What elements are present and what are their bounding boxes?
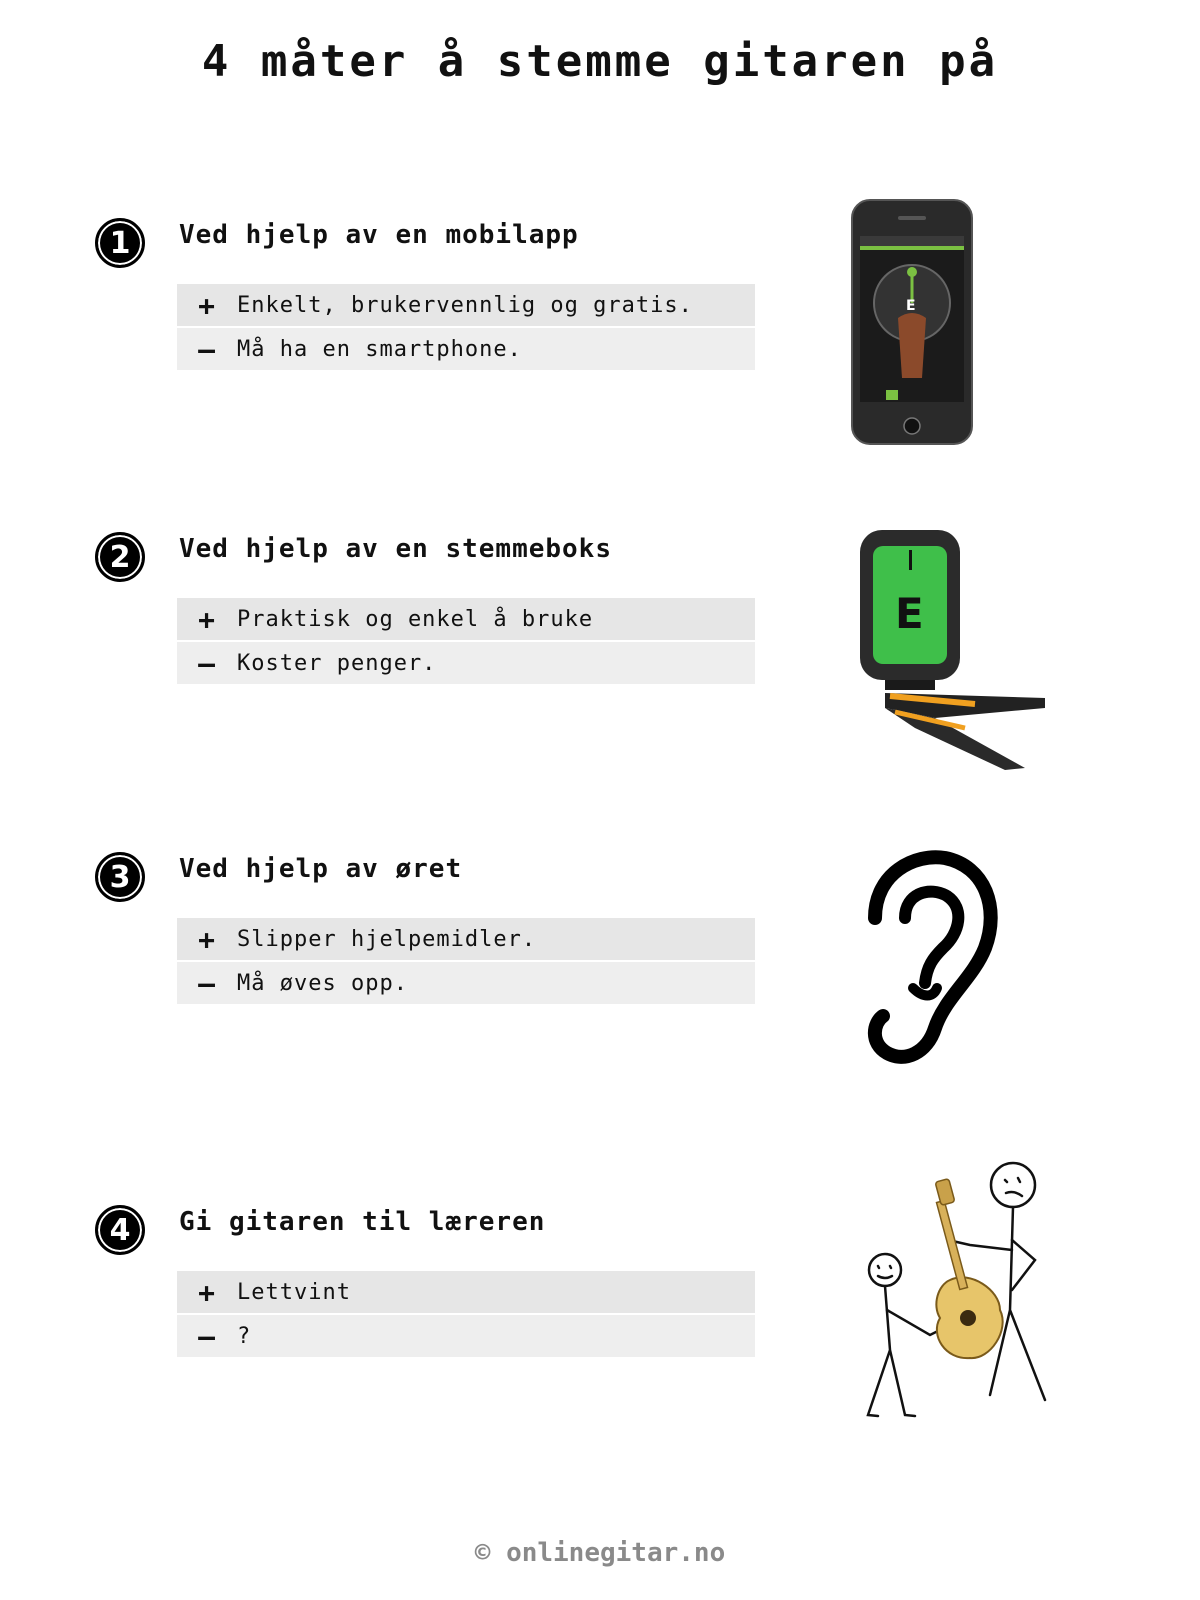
section-number: 4 — [95, 1205, 145, 1255]
con-row — [177, 1315, 755, 1357]
section-3 — [95, 852, 755, 1012]
pro-text: Praktisk og enkel å bruke — [237, 606, 594, 632]
con-text: Må øves opp. — [237, 970, 408, 996]
con-text: ? — [237, 1323, 252, 1349]
svg-text:E: E — [906, 298, 916, 314]
section-heading: Gi gitaren til læreren — [179, 1207, 546, 1237]
minus-sign: — — [198, 646, 216, 680]
ear-icon — [855, 848, 1000, 1068]
copyright-footer: © onlinegitar.no — [474, 1538, 726, 1568]
pro-row — [177, 918, 755, 960]
section-number: 2 — [95, 532, 145, 582]
con-row — [177, 328, 755, 370]
section-2 — [95, 532, 755, 692]
plus-sign: + — [198, 602, 216, 636]
section-heading: Ved hjelp av en mobilapp — [179, 220, 579, 250]
section-4 — [95, 1205, 755, 1365]
plus-sign: + — [198, 922, 216, 956]
section-heading: Ved hjelp av øret — [179, 854, 463, 884]
plus-sign: + — [198, 288, 216, 322]
con-text: Må ha en smartphone. — [237, 336, 522, 362]
pro-text: Enkelt, brukervennlig og gratis. — [237, 292, 693, 318]
con-row — [177, 642, 755, 684]
section-number: 3 — [95, 852, 145, 902]
section-1 — [95, 218, 755, 378]
pro-row — [177, 598, 755, 640]
con-text: Koster penger. — [237, 650, 437, 676]
con-row — [177, 962, 755, 1004]
minus-sign: — — [198, 332, 216, 366]
minus-sign: — — [198, 966, 216, 1000]
pro-text: Slipper hjelpemidler. — [237, 926, 537, 952]
pro-text: Lettvint — [237, 1279, 351, 1305]
clip-tuner-icon — [855, 528, 1055, 778]
minus-sign: — — [198, 1319, 216, 1353]
page-title: 4 måter å stemme gitaren på — [201, 36, 999, 87]
section-heading: Ved hjelp av en stemmeboks — [179, 534, 612, 564]
svg-text:E: E — [895, 589, 924, 638]
plus-sign: + — [198, 1275, 216, 1309]
pro-row — [177, 1271, 755, 1313]
section-number: 1 — [95, 218, 145, 268]
phone-tuner-app-icon — [850, 198, 974, 446]
stick-figures-guitar-icon — [850, 1160, 1060, 1440]
pro-row — [177, 284, 755, 326]
